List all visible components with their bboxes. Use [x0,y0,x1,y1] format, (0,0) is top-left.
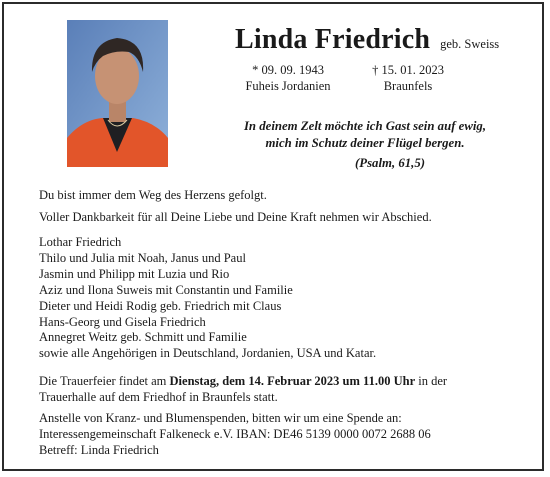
maiden-name: geb. Sweiss [440,37,500,51]
ceremony-datetime: Dienstag, dem 14. Februar 2023 um 11.00 Uhr [169,374,416,388]
mourner-entry: Lothar Friedrich [39,235,122,249]
donation-request: Anstelle von Kranz- und Blumenspenden, bitten wir um eine Spende an: [39,411,402,425]
verse-source: (Psalm, 61,5) [354,156,426,170]
name-heading [235,24,499,56]
death-info [358,62,458,94]
ceremony-info [39,374,529,406]
mourner-entry: sowie alle Angehörigen in Deutschland, Jordanien, USA und Katar. [39,346,377,361]
farewell-text: Du bist immer dem Weg des Herzens gefolgt. [39,188,267,202]
ceremony-prefix: Die Trauerfeier findet am [39,374,170,388]
portrait-photo [67,20,168,167]
mourner-entry: Thilo und Julia mit Noah, Janus und Paul [39,250,246,265]
mourner-entry: Jasmin und Philipp mit Luzia und Rio [39,266,230,281]
ceremony-line [39,374,529,390]
birth-place: Fuheis Jordanien [245,79,331,93]
ceremony-location: Trauerhalle auf dem Friedhof in Braunfels statt. [39,389,278,404]
mourner-entry: Dieter und Heidi Rodig geb. Friedrich mit Claus [39,298,282,313]
ceremony-suffix: in der [415,374,448,388]
verse-quote [215,118,515,152]
birth-date: * 09. 09. 1943 [252,63,324,77]
gratitude-text: Voller Dankbarkeit für all Deine Liebe und Deine Kraft nehmen wir Abschied. [39,210,432,224]
birth-info [238,62,338,94]
death-place: Braunfels [383,79,433,93]
donation-info [39,411,529,459]
deceased-name: Linda Friedrich [235,24,431,55]
death-date: † 15. 01. 2023 [372,63,444,77]
mourner-entry: Hans-Georg und Gisela Friedrich [39,314,206,329]
verse-line: mich im Schutz deiner Flügel bergen. [265,136,465,150]
verse-line: In deinem Zelt möchte ich Gast sein auf ewig, [243,119,487,133]
mourner-entry: Aziz und Ilona Suweis mit Constantin und Familie [39,282,293,297]
donation-iban: Interessengemeinschaft Falkeneck e.V. IBAN: DE46 5139 0000 0072 2688 06 [39,426,431,441]
mourner-entry: Annegret Weitz geb. Schmitt und Familie [39,330,247,345]
mourners-list [39,235,529,362]
donation-reference: Betreff: Linda Friedrich [39,442,159,457]
